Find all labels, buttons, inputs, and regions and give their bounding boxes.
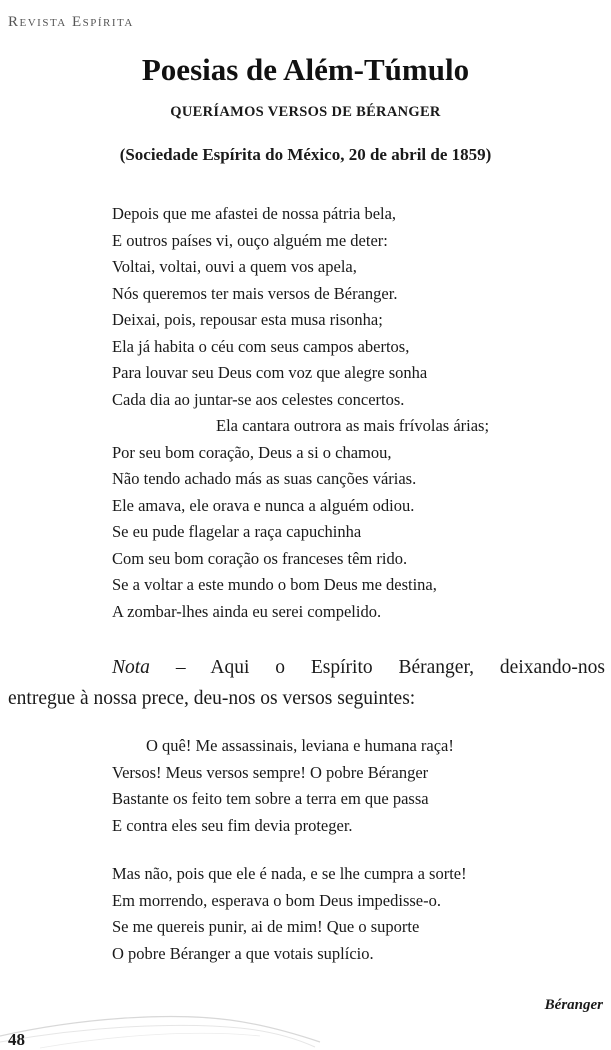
- verse-line: Se a voltar a este mundo o bom Deus me destina,: [112, 575, 437, 594]
- verse-line: Depois que me afastei de nossa pátria bela,: [112, 204, 397, 223]
- verse-line: Voltai, voltai, ouvi a quem vos apela,: [112, 257, 357, 276]
- verse-line: Cada dia ao juntar-se aos celestes concertos.: [112, 389, 405, 409]
- verse-line: E outros países vi, ouço alguém me deter:: [112, 230, 388, 250]
- verse-line: A zombar-lhes ainda eu serei compelido.: [112, 601, 382, 621]
- verse-line: Bastante os feito tem sobre a terra em que passa: [112, 789, 429, 808]
- article-source: (Sociedade Espírita do México, 20 de abril de 1859): [119, 145, 492, 164]
- article-subtitle: QUERÍAMOS VERSOS DE BÉRANGER: [170, 104, 441, 120]
- poem-first: [112, 201, 592, 625]
- note-text-line2: entregue à nossa prece, deu-nos os versos seguintes:: [8, 688, 416, 709]
- signature: Béranger: [544, 997, 603, 1013]
- verse-line: Se eu pude flagelar a raça capuchinha: [112, 522, 362, 541]
- note-first-line: [8, 652, 605, 683]
- verse-line: O pobre Béranger a que votais suplício.: [112, 943, 374, 963]
- verse-line: Por seu bom coração, Deus a si o chamou,: [112, 442, 392, 462]
- note-text-line1: – Aqui o Espírito Béranger, deixando-nos: [149, 657, 605, 678]
- verse-line: Nós queremos ter mais versos de Béranger.: [112, 283, 398, 303]
- decorative-swoosh: [0, 998, 611, 1049]
- note-paragraph: [8, 652, 605, 714]
- verse-line: Versos! Meus versos sempre! O pobre Béranger: [112, 762, 429, 782]
- verse-line: Deixai, pois, repousar esta musa risonha;: [112, 310, 383, 329]
- article-title: Poesias de Além-Túmulo: [141, 52, 470, 87]
- verse-line: Com seu bom coração os franceses têm rido.: [112, 548, 408, 568]
- running-head: Revista Espírita: [8, 14, 134, 30]
- verse-line: Não tendo achado más as suas canções várias.: [112, 469, 417, 488]
- verse-line: E contra eles seu fim devia proteger.: [112, 815, 353, 835]
- verse-line: Em morrendo, esperava o bom Deus impedisse-o.: [112, 890, 442, 910]
- verse-line: Se me quereis punir, ai de mim! Que o suporte: [112, 917, 420, 936]
- verse-line: Mas não, pois que ele é nada, e se lhe cumpra a sorte!: [112, 864, 467, 883]
- note-label: Nota: [112, 657, 150, 678]
- poem-second-stanza-1: [112, 733, 592, 839]
- verse-line: Para louvar seu Deus com voz que alegre sonha: [112, 363, 428, 382]
- verse-line: Ela já habita o céu com seus campos abertos,: [112, 336, 410, 356]
- verse-line-indented: O quê! Me assassinais, leviana e humana raça!: [146, 736, 454, 755]
- poem-second-stanza-2: [112, 861, 592, 967]
- verse-line-indented: Ela cantara outrora as mais frívolas árias;: [216, 416, 490, 435]
- verse-line: Ele amava, ele orava e nunca a alguém odiou.: [112, 495, 415, 515]
- page-number: 48: [8, 1030, 25, 1049]
